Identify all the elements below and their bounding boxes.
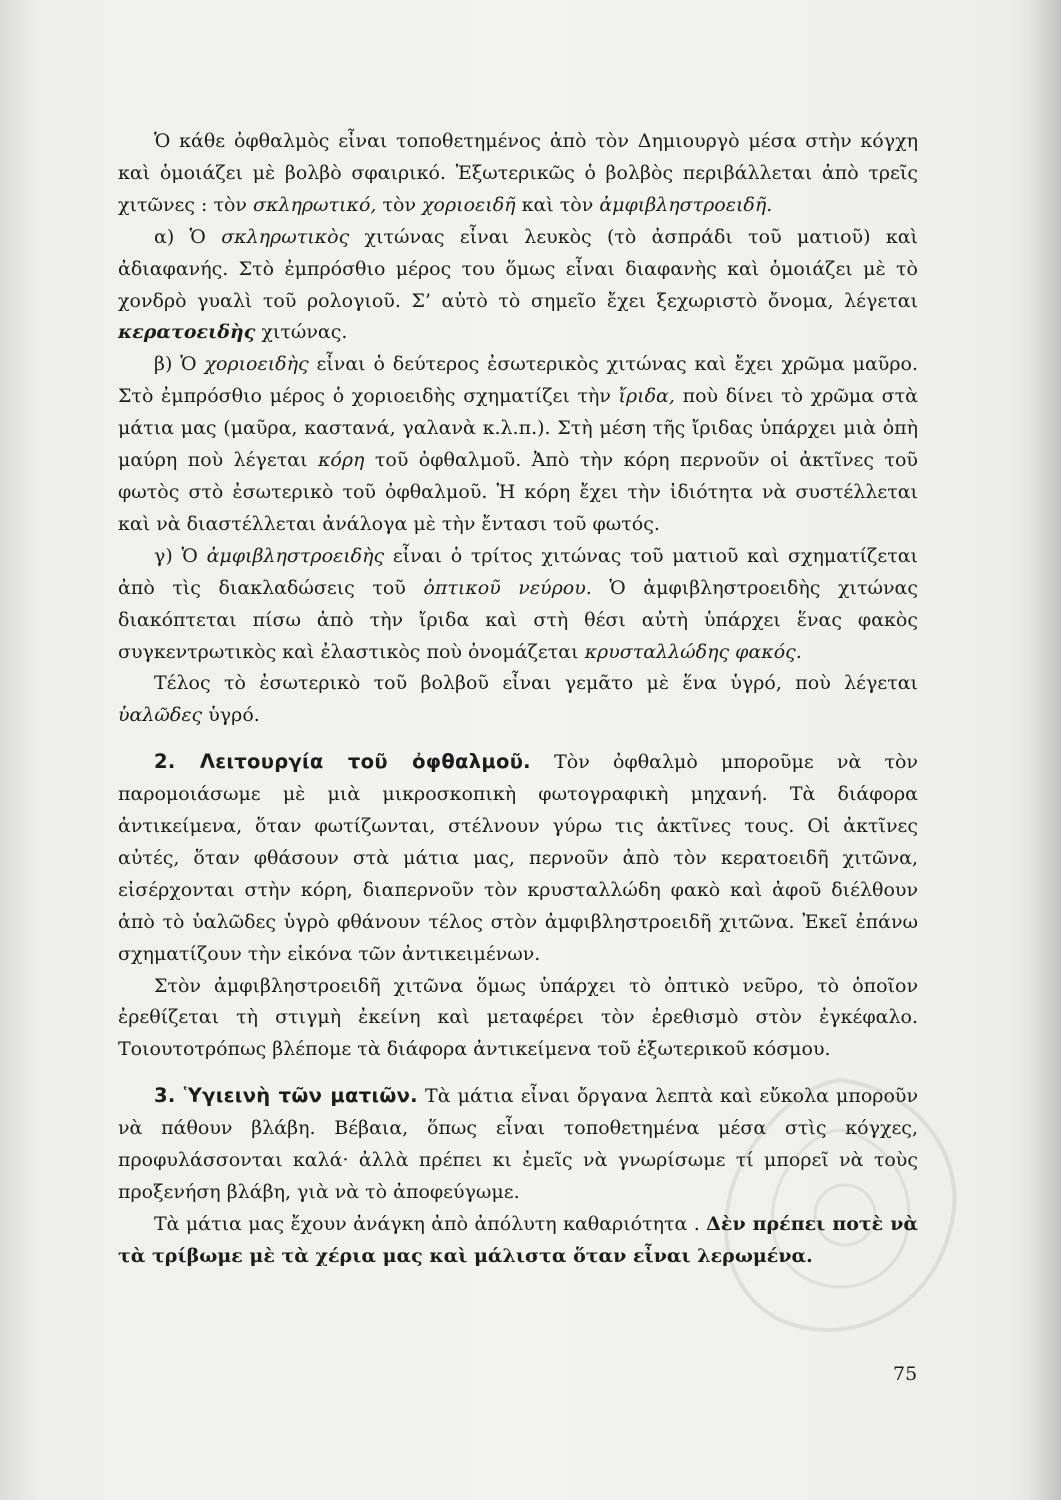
section-3-paragraph-2: Τὰ μάτια μας ἔχουν ἀνάγκη ἀπὸ ἀπόλυτη καθαριότητα . Δὲν πρέπει ποτὲ νὰ τὰ τρίβωμε μὲ τὰ χέρια μας καὶ μάλιστα ὅταν εἶναι λερωμένα. (118, 1212, 918, 1267)
term-retina: ἀμφιβληστροειδῆ. (599, 193, 773, 216)
term-sclera: σκληρωτικό, (253, 193, 377, 216)
term-cornea: κερατοειδὴς (118, 321, 256, 344)
paragraph-vitreous: Τέλος τὸ ἐσωτερικὸ τοῦ βολβοῦ εἶναι γεμᾶτο μὲ ἕνα ὑγρό, ποὺ λέγεται ὑαλῶδες ὑγρό. (118, 672, 918, 727)
page-number: 75 (893, 1363, 918, 1385)
section-3-heading: 3. Ὑγιεινὴ τῶν ματιῶν. (154, 1084, 418, 1108)
binding-shadow (1029, 0, 1061, 1500)
section-2-paragraph: 2. Λειτουργία τοῦ ὀφθαλμοῦ. Τὸν ὀφθαλμὸ μποροῦμε νὰ τὸν παρομοιάσωμε μὲ μιὰ μικροσκοπικὴ φωτογραφικὴ μηχανή. Τὰ διάφορα ἀντικείμενα, ὅταν φωτίζωνται, στέλνουν γύρω τις ἀκτῖνες τους. Οἱ ἀκτῖνες αὐτές, ὅταν φθάσουν στὰ μάτια μας, περνοῦν ἀπὸ τὸν κερατοειδῆ χιτῶνα, εἰσέρχονται στὴν κόρη, διαπερνοῦν τὸν κρυσταλλώδη φακὸ καὶ ἀφοῦ διέλθουν ἀπὸ τὸ ὑαλῶδες ὑγρὸ φθάνουν τέλος στὸν ἀμφιβληστροειδῆ χιτῶνα. Ἐκεῖ ἐπάνω σχηματίζουν τὴν εἰκόνα τῶν ἀντικειμένων. (118, 750, 918, 965)
intro-paragraph: Ὁ κάθε ὀφθαλμὸς εἶναι τοποθετημένος ἀπὸ τὸν Δημιουργὸ μέσα στὴν κόγχη καὶ ὁμοιάζει μὲ βολβὸ σφαιρικό. Ἐξωτερικῶς ὁ βολβὸς περιβάλλεται ἀπὸ τρεῖς χιτῶνες : τὸν σκληρωτικό, τὸν χοριοειδῆ καὶ τὸν ἀμφιβληστροειδῆ. (118, 130, 918, 216)
term-lens: κρυσταλλώδης φακός. (584, 640, 802, 663)
term-choroid: χοριοειδῆ (422, 193, 516, 216)
bold-warning: Δὲν πρέπει ποτὲ νὰ τὰ τρίβωμε μὲ τὰ χέρια μας καὶ μάλιστα ὅταν εἶναι λερωμένα. (118, 1212, 918, 1267)
term-vitreous: ὑαλῶδες (118, 704, 203, 727)
paragraph-alpha: α) Ὁ σκληρωτικὸς χιτώνας εἶναι λευκὸς (τὸ ἀσπράδι τοῦ ματιοῦ) καὶ ἀδιαφανής. Στὸ ἐμπρόσθιο μέρος του ὅμως εἶναι διαφανὴς καὶ ὁμοιάζει μὲ τὸ χονδρὸ γυαλὶ τοῦ ρολογιοῦ. Σ’ αὐτὸ τὸ σημεῖο ἔχει ξεχωριστὸ ὄνομα, λέγεται κερατοειδὴς χιτώνας. (118, 225, 918, 344)
section-2-paragraph-2: Στὸν ἀμφιβληστροειδῆ χιτῶνα ὅμως ὑπάρχει τὸ ὀπτικὸ νεῦρο, τὸ ὁποῖον ἐρεθίζεται τὴ στιγμὴ ἐκείνη καὶ μεταφέρει τὸν ἐρεθισμὸ στὸν ἐγκέφαλο. Τοιουτοτρόπως βλέπομε τὰ διάφορα ἀντικείμενα τοῦ ἐξωτερικοῦ κόσμου. (118, 974, 918, 1061)
term-choroid-coat: χοριοειδὴς (204, 353, 309, 376)
paragraph-beta: β) Ὁ χοριοειδὴς εἶναι ὁ δεύτερος ἐσωτερικὸς χιτώνας καὶ ἔχει χρῶμα μαῦρο. Στὸ ἐμπρόσθιο μέρος ὁ χοριοειδὴς σχηματίζει τὴν ἴριδα, ποὺ δίνει τὸ χρῶμα στὰ μάτια μας (μαῦρα, καστανά, γαλανὰ κ.λ.π.). Στὴ μέση τῆς ἴριδας ὑπάρχει μιὰ ὀπὴ μαύρη ποὺ λέγεται κόρη τοῦ ὀφθαλμοῦ. Ἀπὸ τὴν κόρη περνοῦν οἱ ἀκτῖνες τοῦ φωτὸς στὸ ἐσωτερικὸ τοῦ ὀφθαλμοῦ. Ἡ κόρη ἔχει τὴν ἰδιότητα νὰ συστέλλεται καὶ νὰ διαστέλλεται ἀνάλογα μὲ τὴν ἔντασι τοῦ φωτός. (118, 353, 918, 535)
term-retina-coat: ἀμφιβληστροειδὴς (206, 544, 385, 567)
main-text (118, 126, 918, 1273)
term-pupil: κόρη (317, 449, 365, 472)
section-3-paragraph: 3. Ὑγιεινὴ τῶν ματιῶν. Τὰ μάτια εἶναι ὄργανα λεπτὰ καὶ εὔκολα μποροῦν νὰ πάθουν βλάβη. Βέβαια, ὅπως εἶναι τοποθετημένα μέσα στὶς κόγχες, προφυλάσσονται καλά· ἀλλὰ πρέπει κι ἐμεῖς νὰ γνωρίσωμε τί μπορεῖ νὰ τοὺς προξενήση βλάβη, γιὰ νὰ τὸ ἀποφεύγωμε. (118, 1084, 918, 1203)
term-iris: ἴριδα, (618, 385, 675, 408)
term-scleral-coat: σκληρωτικὸς (221, 225, 350, 248)
term-optic-nerve: ὀπτικοῦ νεύρου. (423, 576, 592, 599)
paragraph-gamma: γ) Ὁ ἀμφιβληστροειδὴς εἶναι ὁ τρίτος χιτώνας τοῦ ματιοῦ καὶ σχηματίζεται ἀπὸ τὶς διακλαδώσεις τοῦ ὀπτικοῦ νεύρου. Ὁ ἀμφιβληστροειδὴς χιτώνας διακόπτεται πίσω ἀπὸ τὴν ἴριδα καὶ στὴ θέσι αὐτὴ ὑπάρχει ἕνας φακὸς συγκεντρωτικὸς καὶ ἐλαστικὸς ποὺ ὀνομάζεται κρυσταλλώδης φακός. (118, 544, 919, 663)
section-2-heading: 2. Λειτουργία τοῦ ὀφθαλμοῦ. (154, 750, 531, 774)
